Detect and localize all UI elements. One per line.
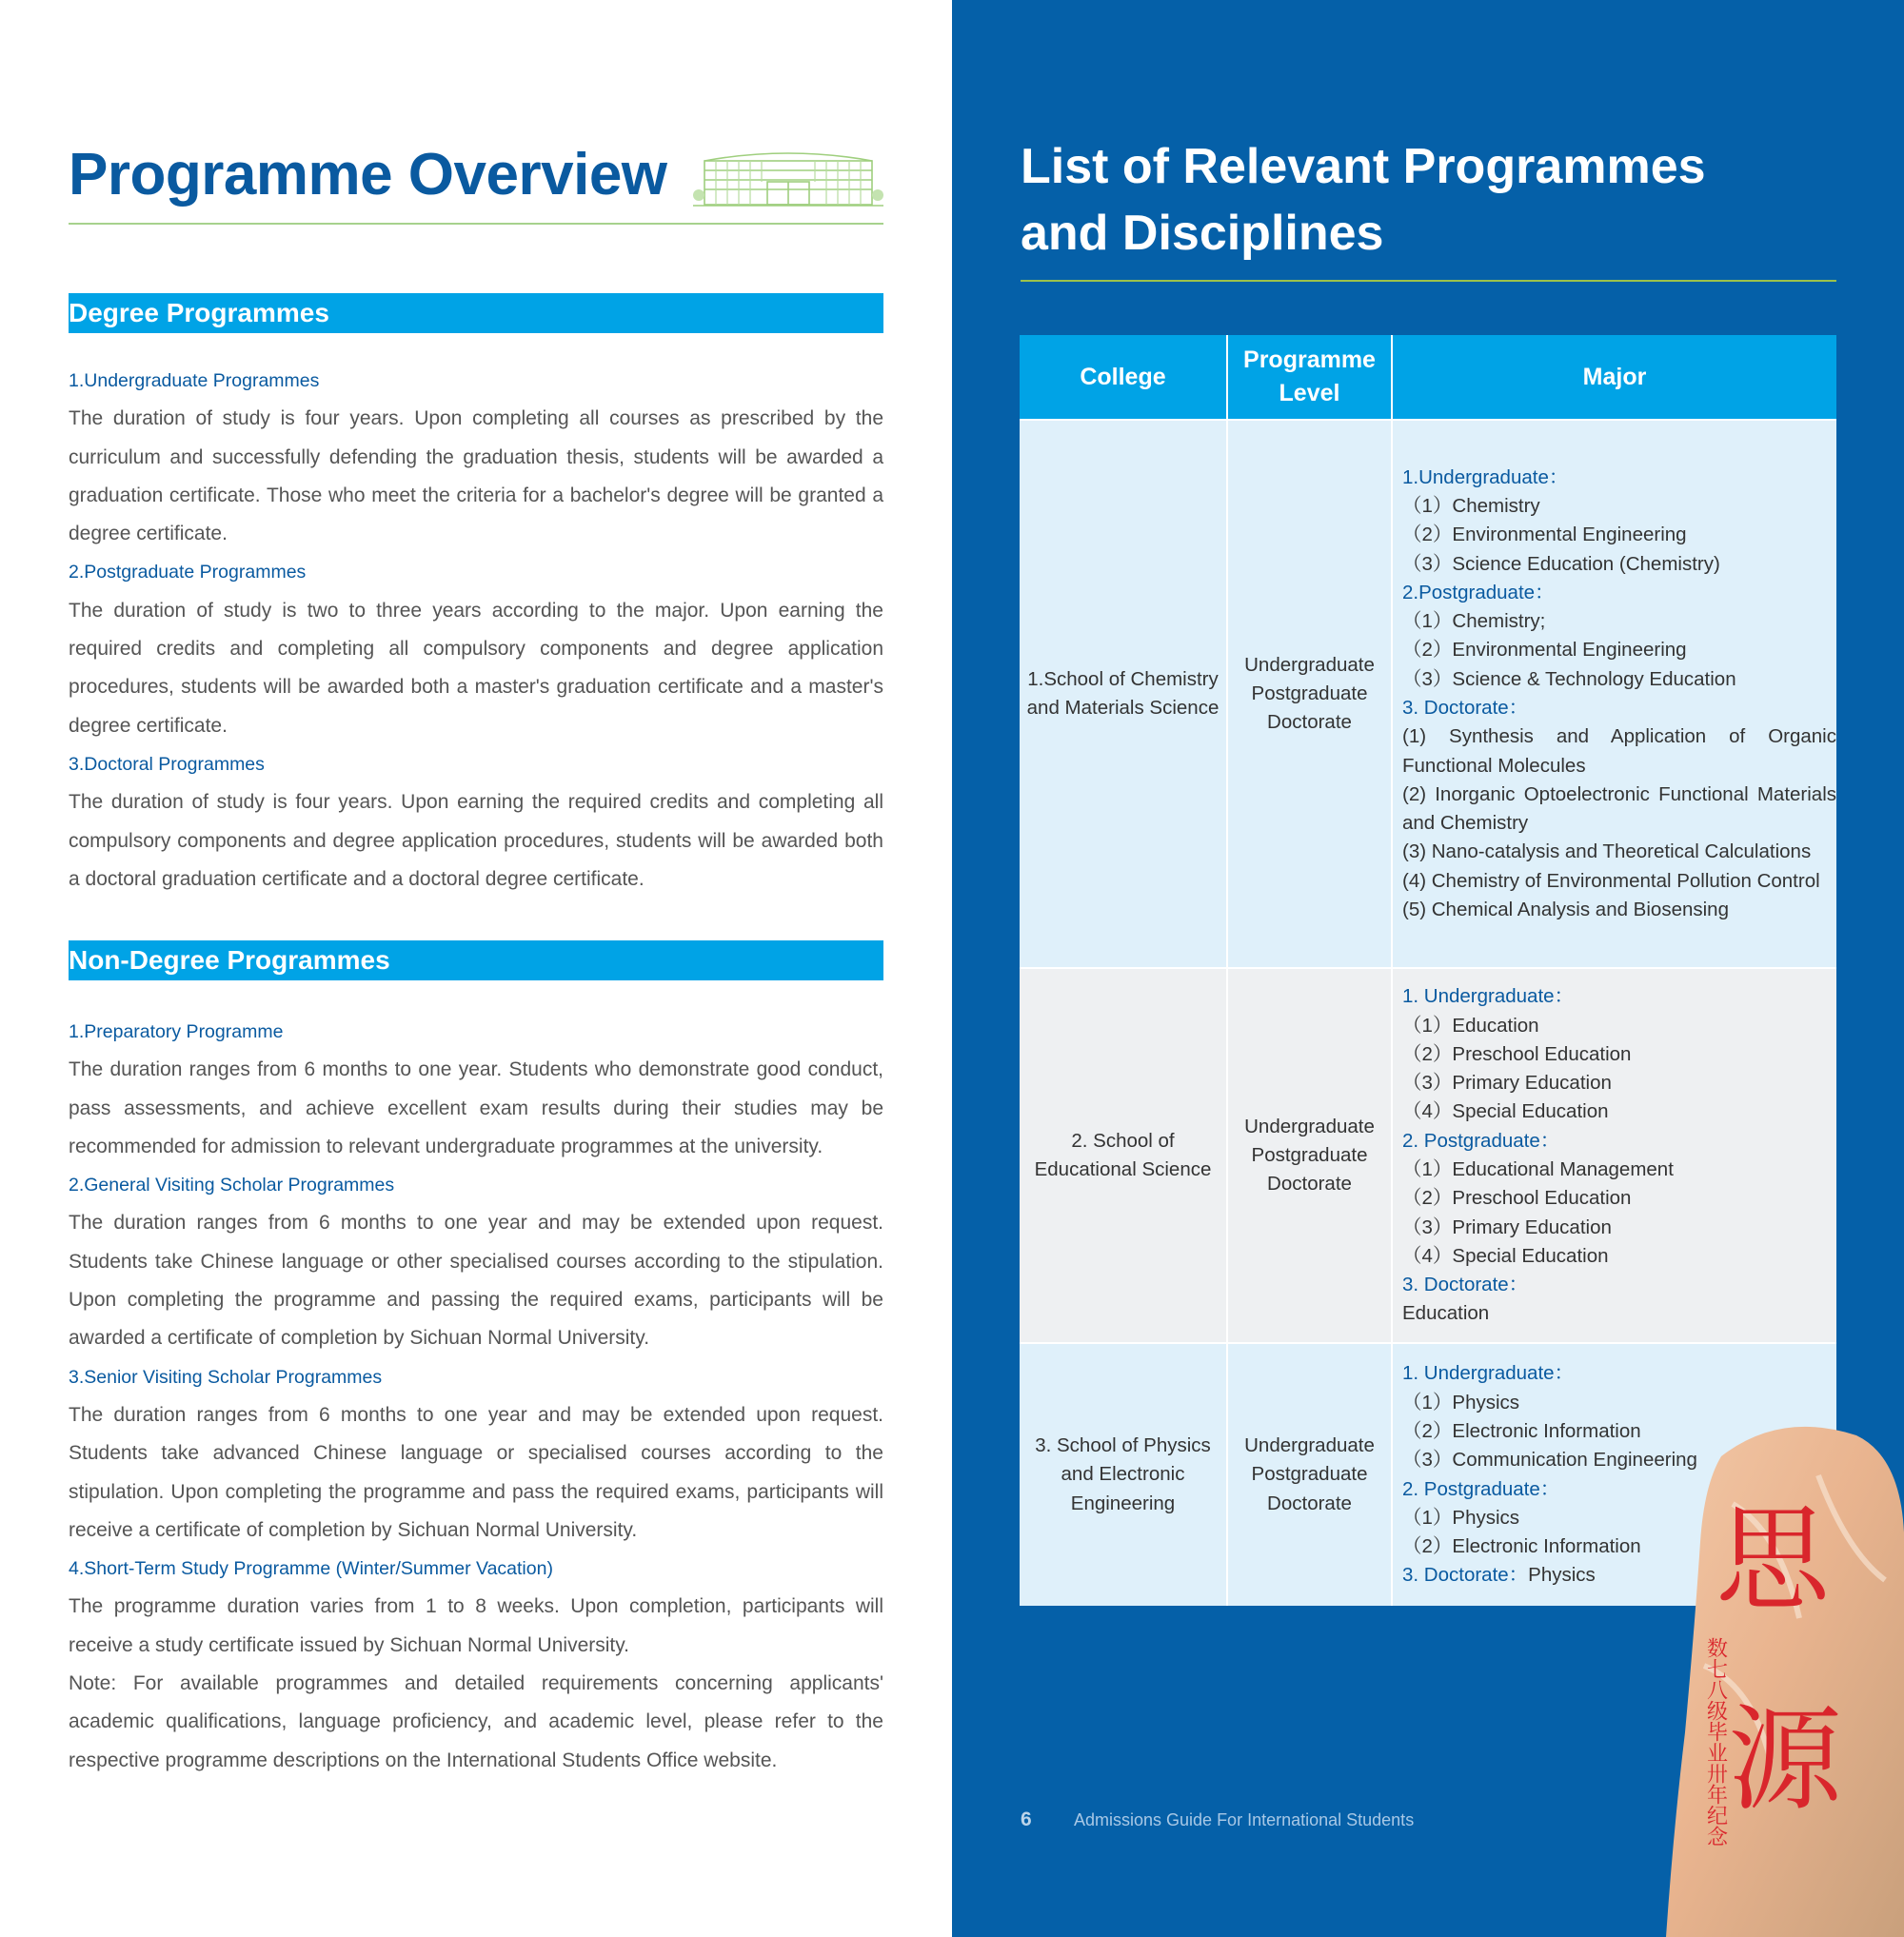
major-item (1402, 550, 1836, 579)
note-paragraph: Note: For available programmes and detailed requirements concerning applicants' academic qualifications, language proficiency, and academic level, please refer to the respective programme descriptions on the International Students Office website. (69, 1672, 883, 1771)
college-cell (1020, 1343, 1227, 1606)
major-item (1402, 1184, 1836, 1213)
major-cell (1392, 968, 1836, 1343)
programme-level-line: Undergraduate (1244, 1434, 1375, 1457)
programmes-table (1020, 335, 1836, 1606)
college-cell (1020, 420, 1227, 968)
paragraph: The duration of study is four years. Upon completing all courses as prescribed by the curriculum and successfully defending the graduation thesis, students will be awarded a graduation certificate. Those who meet the criteria for a bachelor's degree will be granted a degree certificate. (69, 407, 883, 545)
stone-character-yuan: 源 (1728, 1694, 1842, 1827)
major-level-heading (1402, 464, 1836, 492)
major-item (1402, 1299, 1836, 1328)
header-programme-level (1227, 335, 1392, 420)
major-level-label: 3. Doctorate： (1402, 1274, 1529, 1296)
programme-level-line: Undergraduate (1244, 1115, 1375, 1137)
major-name: (5) Chemical Analysis and Biosensing (1402, 899, 1729, 921)
college-name-line: Engineering (1070, 1492, 1176, 1514)
major-cell (1392, 420, 1836, 968)
programme-level-line: Postgraduate (1251, 1143, 1368, 1166)
paragraph: The duration ranges from 6 months to one year. Students who demonstrate good conduct, pass assessments, and achieve excellent exam results during their studies may be recommended for admission to relevant undergraduate programmes at the university. (69, 1058, 883, 1157)
footer-text: Admissions Guide For International Students (1074, 1810, 1415, 1829)
non-degree-programmes-heading: Non-Degree Programmes (69, 940, 883, 980)
non-degree-programmes-list (69, 1013, 883, 1780)
major-item (1402, 636, 1836, 664)
college-name-line: and Materials Science (1026, 697, 1220, 719)
programme-level-line: Undergraduate (1244, 653, 1375, 676)
major-name: （2）Preschool Education (1402, 1187, 1632, 1210)
major-name: （3）Communication Engineering (1402, 1449, 1697, 1472)
major-level-label: 3. Doctorate： (1402, 697, 1529, 719)
page-number: 6 (1021, 1809, 1032, 1830)
paragraph: The duration ranges from 6 months to one year and may be extended upon request. Students take Chinese language or other specialised courses according to the stipulation. Upon completing the programme and passing the required exams, participants will be awarded a certificate of completion by Sichuan Normal University. (69, 1212, 883, 1350)
college-name-line: 1.School of Chemistry (1027, 667, 1219, 690)
table-header-row (1020, 335, 1836, 420)
college-cell (1020, 968, 1227, 1343)
major-name: （3）Primary Education (1402, 1216, 1612, 1238)
paragraph: The duration of study is two to three years according to the major. Upon earning the required credits and completing all compulsory components and degree application procedures, students will be awarded both a master's graduation certificate and a master's degree certificate. (69, 599, 883, 737)
major-name: （4）Special Education (1402, 1100, 1609, 1123)
title-line-1: List of Relevant Programmes (1021, 139, 1706, 194)
major-item (1402, 838, 1836, 866)
major-item (1402, 492, 1836, 521)
major-name: （3）Science Education (Chemistry) (1402, 552, 1720, 575)
stone-character-si: 思 (1716, 1494, 1830, 1627)
major-name: （3）Primary Education (1402, 1072, 1612, 1095)
major-name: （1）Chemistry (1402, 494, 1540, 517)
building-illustration (693, 148, 883, 208)
header-level-line2: Level (1279, 380, 1340, 406)
title-divider-right (1021, 280, 1836, 282)
subheading: 1.Preparatory Programme (69, 1021, 284, 1042)
major-item (1402, 607, 1836, 636)
major-level-label: 2.Postgraduate： (1402, 581, 1555, 603)
major-level-label: 3. Doctorate： (1402, 1564, 1529, 1587)
college-name-line: and Electronic (1061, 1463, 1185, 1486)
major-name: （1）Physics (1402, 1391, 1520, 1413)
major-item (1402, 521, 1836, 549)
major-item (1402, 665, 1836, 694)
major-name: (2) Inorganic Optoelectronic Functional Materials and Chemistry (1402, 782, 1836, 835)
major-name: （1）Education (1402, 1014, 1539, 1037)
major-level-label: 1. Undergraduate： (1402, 1362, 1575, 1385)
subheading: 3.Senior Visiting Scholar Programmes (69, 1366, 383, 1388)
major-level-heading (1402, 579, 1836, 607)
header-major: Major (1392, 335, 1836, 420)
major-name: (1) Synthesis and Application of Organic Functional Molecules (1402, 725, 1836, 777)
major-level-label: 2. Postgraduate： (1402, 1477, 1560, 1500)
stone-inscription: 数七八级毕业卅年纪念 (1703, 1637, 1728, 1847)
programme-level-line: Doctorate (1267, 1173, 1352, 1196)
major-name: (3) Nano-catalysis and Theoretical Calculations (1402, 840, 1812, 863)
major-name: （3）Science & Technology Education (1402, 667, 1736, 690)
major-name: (4) Chemistry of Environmental Pollution Control (1402, 869, 1820, 892)
inscribed-stone-image (1666, 1418, 1904, 1937)
header-level-line1: Programme (1243, 346, 1376, 373)
college-name-line: 2. School of (1071, 1129, 1175, 1152)
header-college: College (1020, 335, 1227, 420)
major-name: （2）Environmental Engineering (1402, 639, 1687, 662)
subheading: 1.Undergraduate Programmes (69, 370, 320, 391)
major-level-heading (1402, 1127, 1836, 1156)
major-item (1402, 896, 1836, 924)
major-level-label: 2. Postgraduate： (1402, 1129, 1560, 1152)
subheading: 2.Postgraduate Programmes (69, 562, 307, 583)
table-row (1020, 420, 1836, 968)
major-name: Physics (1528, 1564, 1596, 1587)
subheading: 2.General Visiting Scholar Programmes (69, 1175, 395, 1196)
major-item (1402, 867, 1836, 896)
major-name: （2）Environmental Engineering (1402, 524, 1687, 546)
major-name: （2）Electronic Information (1402, 1419, 1641, 1442)
programme-level-cell (1227, 420, 1392, 968)
major-item (1402, 1069, 1836, 1097)
major-level-heading (1402, 982, 1836, 1011)
major-name: （1）Chemistry; (1402, 610, 1546, 633)
title-divider (69, 223, 883, 225)
major-item (1402, 1097, 1836, 1126)
major-name: （2）Preschool Education (1402, 1042, 1632, 1065)
degree-programmes-heading: Degree Programmes (69, 293, 883, 333)
major-item (1402, 1389, 1836, 1417)
table-row (1020, 968, 1836, 1343)
paragraph: The programme duration varies from 1 to 8 weeks. Upon completion, participants will receive a study certificate issued by Sichuan Normal University. (69, 1595, 883, 1656)
major-name: （2）Electronic Information (1402, 1535, 1641, 1558)
programme-level-line: Postgraduate (1251, 1463, 1368, 1486)
subheading: 4.Short-Term Study Programme (Winter/Summer Vacation) (69, 1558, 553, 1580)
college-name-line: Educational Science (1034, 1158, 1212, 1180)
programme-level-cell (1227, 1343, 1392, 1606)
table-page-title (1021, 133, 1839, 267)
paragraph: The duration of study is four years. Upon earning the required credits and completing all compulsory components and degree application procedures, students will be awarded both a doctoral graduation certificate and a doctoral degree certificate. (69, 791, 883, 890)
major-item (1402, 1214, 1836, 1242)
programme-level-line: Doctorate (1267, 711, 1352, 734)
major-level-heading (1402, 694, 1836, 722)
major-item (1402, 1040, 1836, 1069)
subheading: 3.Doctoral Programmes (69, 753, 265, 775)
programme-level-line: Postgraduate (1251, 682, 1368, 704)
degree-programmes-list (69, 362, 883, 899)
major-item (1402, 1012, 1836, 1040)
college-name-line: 3. School of Physics (1035, 1434, 1211, 1457)
major-level-heading (1402, 1359, 1836, 1388)
major-name: （1）Educational Management (1402, 1158, 1674, 1180)
major-level-label: 1. Undergraduate： (1402, 985, 1575, 1008)
major-item (1402, 1242, 1836, 1271)
major-item (1402, 1156, 1836, 1184)
major-item (1402, 781, 1836, 839)
major-name: （4）Special Education (1402, 1244, 1609, 1267)
major-level-heading (1402, 1271, 1836, 1299)
programme-level-cell (1227, 968, 1392, 1343)
major-item (1402, 722, 1836, 781)
major-name: Education (1402, 1302, 1490, 1325)
major-name: （1）Physics (1402, 1506, 1520, 1529)
paragraph: The duration ranges from 6 months to one year and may be extended upon request. Students take advanced Chinese language or specialised courses according to the stipulation. Upon completing the programme and pass the required exams, participants will receive a certificate of completion by Sichuan Normal University. (69, 1403, 883, 1541)
page-title: Programme Overview (69, 142, 667, 208)
programme-level-line: Doctorate (1267, 1492, 1352, 1514)
title-line-2: and Disciplines (1021, 206, 1384, 261)
major-level-label: 1.Undergraduate： (1402, 465, 1569, 488)
